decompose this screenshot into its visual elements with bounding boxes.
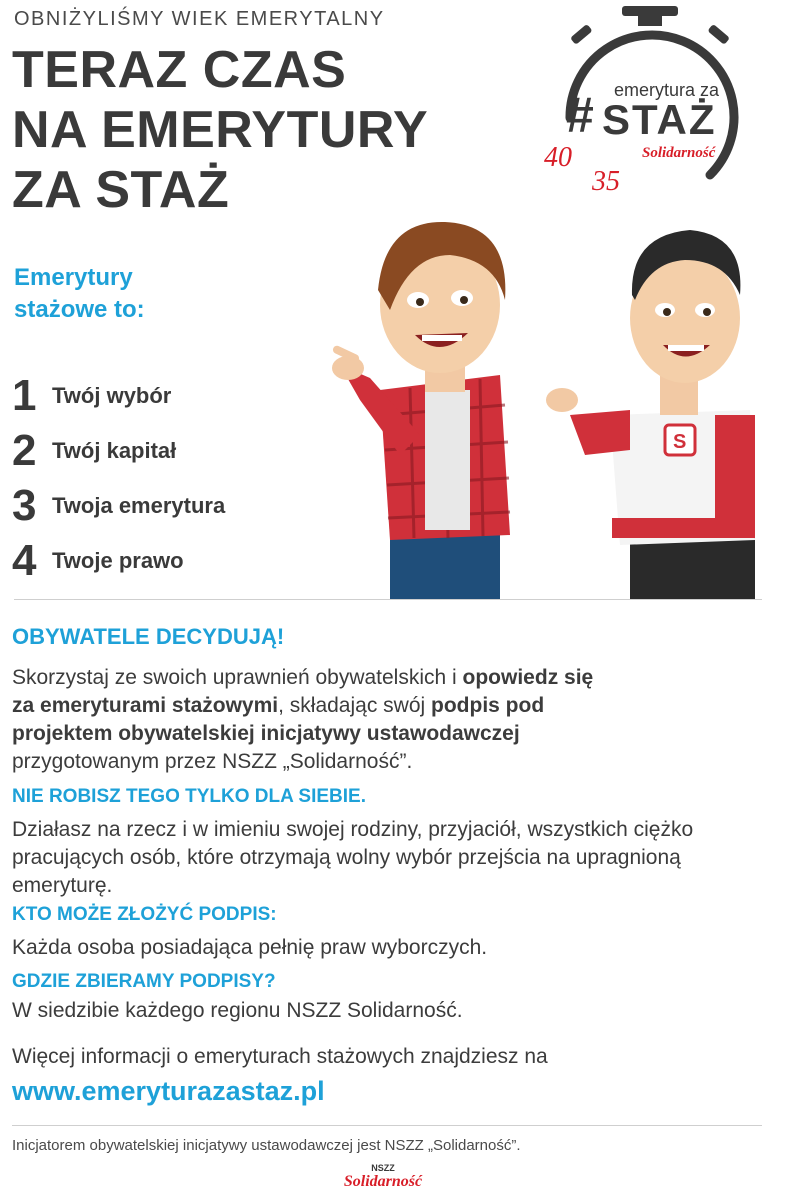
list-number: 2 <box>12 425 37 475</box>
list-item <box>12 423 225 478</box>
body-text-bold: opowiedz się <box>462 666 594 689</box>
man-varsity-jacket <box>546 230 755 600</box>
badge-number-35: 35 <box>592 166 620 197</box>
man-plaid-shirt <box>332 222 510 600</box>
section-body-citizens-decide <box>12 664 772 776</box>
list-label: Twój wybór <box>52 382 172 408</box>
more-info-text: Więcej informacji o emeryturach stażowych znajdziesz na <box>12 1045 548 1068</box>
body-text-part: , składając swój <box>278 694 432 717</box>
website-link[interactable]: www.emeryturazastaz.pl <box>12 1076 325 1106</box>
kicker-text: OBNIŻYLIŚMY WIEK EMERYTALNY <box>14 8 385 30</box>
list-number: 3 <box>12 480 37 530</box>
campaign-badge <box>530 0 770 205</box>
body-text-part: przygotowanym przez NSZZ „Solidarność”. <box>12 750 413 773</box>
headline-line-1: TERAZ CZAS <box>12 41 347 99</box>
section-body-where-to-sign: W siedzibie każdego regionu NSZZ Solidarność. <box>12 999 463 1022</box>
svg-text:S: S <box>673 431 687 453</box>
list-item <box>12 533 225 588</box>
stopwatch-button-right <box>707 24 730 45</box>
intro-line-2: stażowe to: <box>14 296 145 323</box>
footer-solidarnosc-logo <box>343 1163 423 1191</box>
footer-text: Inicjatorem obywatelskiej inicjatywy ustawodawczej jest NSZZ „Solidarność”. <box>12 1137 521 1154</box>
headline-line-2: NA EMERYTURY <box>12 101 429 159</box>
intro-heading <box>14 262 145 326</box>
divider <box>12 1125 762 1126</box>
cartoon-illustration <box>330 200 770 600</box>
logo-solidarnosc-text: Solidarność <box>343 1173 423 1190</box>
list-item <box>12 368 225 423</box>
body-text-bold: projektem obywatelskiej inicjatywy ustawodawczej <box>12 722 520 745</box>
list-number: 4 <box>12 535 37 585</box>
divider <box>14 599 762 600</box>
list-label: Twoje prawo <box>52 547 184 573</box>
badge-number-40: 40 <box>544 142 572 173</box>
section-title-who-can-sign: KTO MOŻE ZŁOŻYĆ PODPIS: <box>12 904 277 925</box>
section-title-citizens-decide: OBYWATELE DECYDUJĄ! <box>12 624 285 649</box>
badge-hash: # <box>566 87 594 143</box>
badge-solidarnosc-logo: Solidarność <box>642 145 716 161</box>
list-item <box>12 478 225 533</box>
badge-big-text: STAŻ <box>602 96 717 143</box>
body-text-bold: podpis pod <box>431 694 545 717</box>
headline <box>12 40 428 220</box>
list-label: Twój kapitał <box>52 437 177 463</box>
section-title-where-to-sign: GDZIE ZBIERAMY PODPISY? <box>12 971 276 992</box>
headline-line-3: ZA STAŻ <box>12 161 230 219</box>
benefits-list <box>12 368 225 588</box>
section-body-who-can-sign: Każda osoba posiadająca pełnię praw wyborczych. <box>12 936 488 959</box>
stopwatch-button-left <box>570 24 593 45</box>
section-body-not-only-for-you: Działasz na rzecz i w imieniu swojej rodziny, przyjaciół, wszystkich ciężko pracujących osób, które otrzymają wolny wybór przejścia na upragnioną emeryturę. <box>12 818 694 897</box>
section-title-not-only-for-you: NIE ROBISZ TEGO TYLKO DLA SIEBIE. <box>12 786 366 807</box>
list-label: Twoja emerytura <box>52 492 226 518</box>
intro-line-1: Emerytury <box>14 264 133 291</box>
list-number: 1 <box>12 370 37 420</box>
badge-small-text: emerytura za <box>614 80 720 100</box>
logo-nszz-text: NSZZ <box>371 1163 395 1173</box>
body-text-part: Skorzystaj ze swoich uprawnień obywatelskich i <box>12 666 463 689</box>
stopwatch-stem <box>638 14 662 26</box>
body-text-bold: za emeryturami stażowymi <box>12 694 279 717</box>
